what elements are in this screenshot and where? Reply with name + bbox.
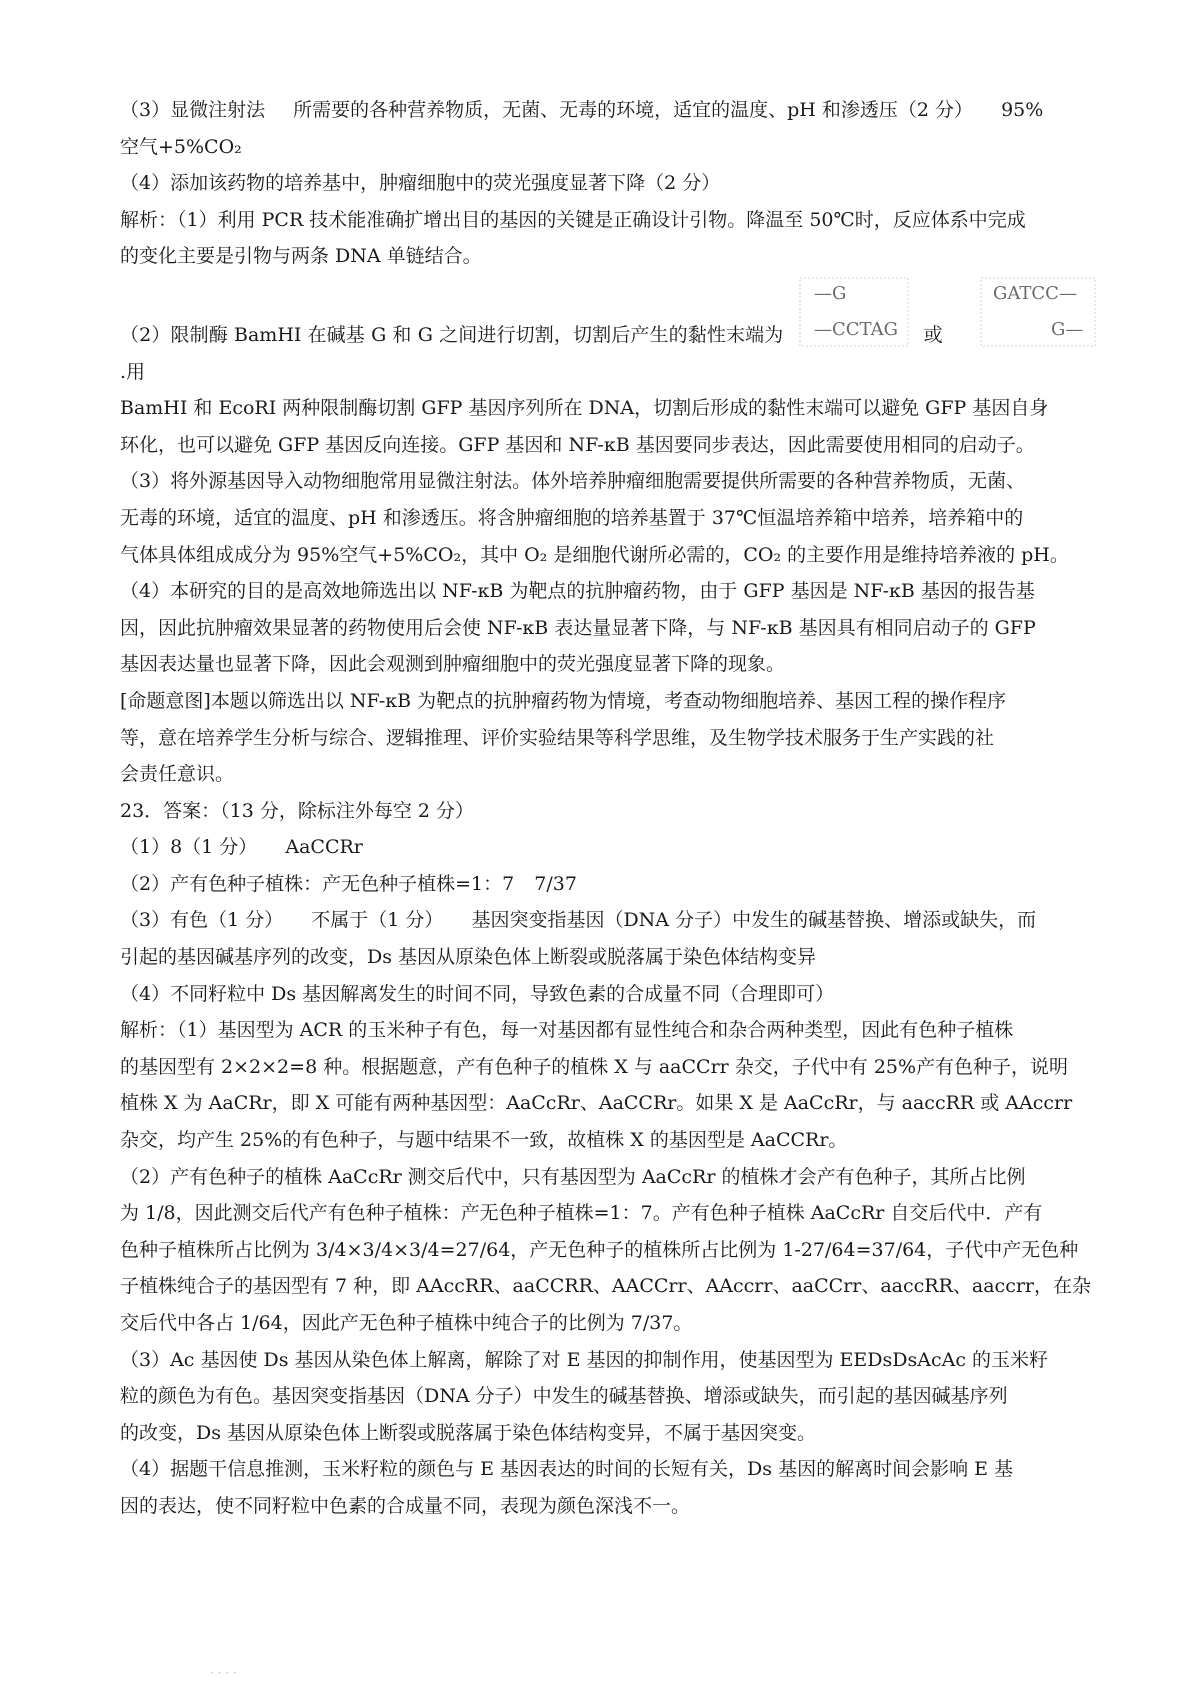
analysis-2-text: （2）限制酶 BamHI 在碱基 G 和 G 之间进行切割，切割后产生的黏性末端为	[120, 323, 784, 346]
sticky-end-2-top: GATCC—	[992, 282, 1077, 304]
q23-answer-3-line2: 引起的基因碱基序列的改变，Ds 基因从原染色体上断裂或脱落属于染色体结构变异	[120, 946, 817, 969]
q23-analysis-1-line1: 解析：（1）基因型为 ACR 的玉米种子有色，每一对基因都有显性纯合和杂合两种类型，因此有色种子植株	[120, 1019, 1014, 1042]
answer-3	[120, 92, 1105, 129]
q23-answer-3-not: 不属于（1 分）	[311, 909, 444, 932]
q23-answer-1-genotype: AaCCRr	[285, 836, 363, 859]
analysis-3-line1: （3）将外源基因导入动物细胞常用显微注射法。体外培养肿瘤细胞需要提供所需要的各种营养物质，无菌、	[120, 470, 1026, 493]
q23-answer-4: （4）不同籽粒中 Ds 基因解离发生的时间不同，导致色素的合成量不同（合理即可）	[120, 982, 835, 1005]
q23-answer-2-fraction: 7/37	[534, 872, 577, 895]
analysis-4-line2: 因，因此抗肿瘤效果显著的药物使用后会使 NF-κB 表达量显著下降，与 NF-κB 基因具有相同启动子的 GFP	[120, 616, 1036, 639]
q23-analysis-1-line2: 的基因型有 2×2×2=8 种。根据题意，产有色种子的植株 X 与 aaCCrr 杂交，子代中有 25%产有色种子，说明	[120, 1055, 1069, 1078]
analysis-2-line2: BamHI 和 EcoRI 两种限制酶切割 GFP 基因序列所在 DNA，切割后形成的黏性末端可以避免 GFP 基因自身	[120, 397, 1049, 420]
answer-3-air: 95%	[1001, 99, 1044, 121]
answer-3-conditions: 所需要的各种营养物质，无菌、无毒的环境，适宜的温度、pH 和渗透压（2 分）	[293, 99, 974, 121]
analysis-2-line3: 环化，也可以避免 GFP 基因反向连接。GFP 基因和 NF-κB 基因要同步表达，因此需要使用相同的启动子。	[120, 433, 1035, 456]
analysis-4-line3: 基因表达量也显著下降，因此会观测到肿瘤细胞中的荧光强度显著下降的现象。	[120, 653, 786, 676]
q23-analysis-1-line3: 植株 X 为 AaCRr，即 X 可能有两种基因型：AaCcRr、AaCCRr。如果 X 是 AaCcRr，与 aaccRR 或 AAccrr	[120, 1092, 1073, 1115]
q23-analysis-2-line4: 子植株纯合子的基因型有 7 种，即 AAccRR、aaCCRR、AACCrr、AAccrr、aaCCrr、aaccRR、aaccrr，在杂	[120, 1275, 1092, 1298]
analysis-1-line2: 的变化主要是引物与两条 DNA 单链结合。	[120, 245, 482, 268]
question-23-heading: 23．答案：（13 分，除标注外每空 2 分）	[120, 799, 475, 822]
intent-line3: 会责任意识。	[120, 763, 235, 786]
answer-3-method: （3）显微注射法	[120, 99, 266, 121]
q23-analysis-2-line3: 色种子植株所占比例为 3/4×3/4×3/4=27/64，产无色种子的植株所占比例为 1-27/64=37/64，子代中产无色种	[120, 1238, 1079, 1261]
q23-answer-3-color: （3）有色（1 分）	[120, 909, 284, 932]
answer-4: （4）添加该药物的培养基中，肿瘤细胞中的荧光强度显著下降（2 分）	[120, 172, 721, 195]
intent-line2: 等，意在培养学生分析与综合、逻辑推理、评价实验结果等科学思维，及生物学技术服务于生产实践的社	[120, 726, 995, 749]
q23-analysis-3-line3: 的改变，Ds 基因从原染色体上断裂或脱落属于染色体结构变异，不属于基因突变。	[120, 1421, 817, 1444]
analysis-1-line1: 解析：（1）利用 PCR 技术能准确扩增出目的基因的关键是正确设计引物。降温至 50℃时，反应体系中完成	[120, 208, 1026, 231]
q23-analysis-3-line1: （3）Ac 基因使 Ds 基因从染色体上解离，解除了对 E 基因的抑制作用，使基因型为 EEDsDsAcAc 的玉米籽	[120, 1348, 1049, 1371]
analysis-3-line2: 无毒的环境，适宜的温度、pH 和渗透压。将含肿瘤细胞的培养基置于 37℃恒温培养箱中培养，培养箱中的	[120, 506, 1024, 529]
q23-analysis-2-line1: （2）产有色种子的植株 AaCcRr 测交后代中，只有基因型为 AaCcRr 的植株才会产有色种子，其所占比例	[120, 1165, 1026, 1188]
sticky-end-2-figure	[979, 282, 1097, 354]
sticky-end-2-bottom: G—	[1050, 318, 1084, 340]
q23-answer-3	[120, 902, 1105, 939]
q23-answer-1-count: （1）8（1 分）	[120, 836, 258, 859]
answer-3-gas: 空气+5%CO₂	[120, 135, 242, 158]
sticky-end-1-top: —G	[813, 282, 846, 304]
answer-page	[120, 92, 1105, 1525]
q23-analysis-4-line2: 因的表达，使不同籽粒中色素的合成量不同，表现为颜色深浅不一。	[120, 1494, 691, 1517]
analysis-2-or: 或	[923, 323, 943, 346]
q23-analysis-2-line5: 交后代中各占 1/64，因此产无色种子植株中纯合子的比例为 7/37。	[120, 1312, 693, 1334]
analysis-2-line1	[120, 282, 1105, 390]
q23-analysis-2-line2: 为 1/8，因此测交后代产有色种子植株：产无色种子植株=1：7。产有色种子植株 AaCcRr 自交后代中．产有	[120, 1202, 1043, 1225]
sticky-end-1-figure	[798, 282, 910, 354]
q23-answer-3-reason: 基因突变指基因（DNA 分子）中发生的碱基替换、增添或缺失，而	[471, 909, 1037, 932]
q23-answer-2-ratio: （2）产有色种子植株：产无色种子植株=1：7	[120, 872, 515, 895]
analysis-2-use: .用	[120, 360, 146, 383]
q23-analysis-1-line4: 杂交，均产生 25%的有色种子，与题中结果不一致，故植株 X 的基因型是 AaCCRr。	[120, 1129, 848, 1152]
q23-analysis-4-line1: （4）据题干信息推测，玉米籽粒的颜色与 E 基因表达的时间的长短有关，Ds 基因的解离时间会影响 E 基	[120, 1458, 1014, 1481]
sticky-end-1-bottom: —CCTAG	[813, 318, 898, 340]
q23-answer-1	[120, 829, 1105, 866]
analysis-3-line3: 气体具体组成成分为 95%空气+5%CO₂，其中 O₂ 是细胞代谢所必需的，CO₂ 的主要作用是维持培养液的 pH。	[120, 543, 1069, 566]
analysis-4-line1: （4）本研究的目的是高效地筛选出以 NF-κB 为靶点的抗肿瘤药物，由于 GFP 基因是 NF-κB 基因的报告基	[120, 580, 1035, 603]
footer-mark: · · · ·	[210, 1666, 237, 1680]
intent-line1: [命题意图]本题以筛选出以 NF-κB 为靶点的抗肿瘤药物为情境，考查动物细胞培养、基因工程的操作程序	[120, 689, 1007, 712]
q23-analysis-3-line2: 粒的颜色为有色。基因突变指基因（DNA 分子）中发生的碱基替换、增添或缺失，而引起的基因碱基序列	[120, 1385, 1008, 1408]
q23-answer-2	[120, 866, 1105, 903]
